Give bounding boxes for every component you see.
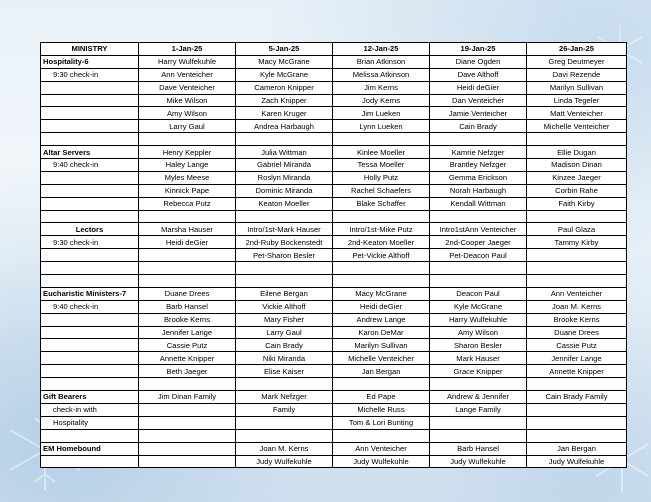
volunteer-cell: Harry Wulfekuhle	[430, 313, 527, 326]
schedule-sheet	[40, 42, 626, 468]
volunteer-cell	[139, 403, 236, 416]
volunteer-cell: Michelle Russ	[333, 403, 430, 416]
volunteer-cell: Davi Rezende	[527, 68, 627, 81]
volunteer-cell: Paul Glaza	[527, 223, 627, 236]
volunteer-cell: Heidi deGier	[139, 236, 236, 249]
ministry-cell	[41, 365, 139, 378]
volunteer-cell: Andrew & Jennifer	[430, 391, 527, 404]
volunteer-cell	[139, 133, 236, 146]
volunteer-cell	[236, 429, 333, 442]
ministry-cell	[41, 275, 139, 288]
volunteer-cell: Lynn Lueken	[333, 120, 430, 133]
volunteer-cell: Heidi deGier	[333, 300, 430, 313]
volunteer-cell	[333, 275, 430, 288]
volunteer-cell: Jim Dinan Family	[139, 391, 236, 404]
volunteer-cell: Duane Drees	[527, 326, 627, 339]
volunteer-cell: Macy McGrane	[333, 287, 430, 300]
ministry-cell: check-in with	[41, 403, 139, 416]
volunteer-cell: Annette Knipper	[527, 365, 627, 378]
volunteer-cell: Judy Wulfekuhle	[527, 455, 627, 468]
volunteer-cell: Andrew Lange	[333, 313, 430, 326]
volunteer-cell: Cassie Putz	[139, 339, 236, 352]
volunteer-cell: Joan M. Kerns	[527, 300, 627, 313]
volunteer-cell	[333, 429, 430, 442]
table-row	[41, 94, 627, 107]
table-row	[41, 68, 627, 81]
volunteer-cell: Dave Venteicher	[139, 81, 236, 94]
table-row	[41, 236, 627, 249]
volunteer-cell: Kinlee Moeller	[333, 146, 430, 159]
volunteer-cell: Cain Brady Family	[527, 391, 627, 404]
volunteer-cell: Brantley Nefzger	[430, 159, 527, 172]
volunteer-cell: Mike Wilson	[139, 94, 236, 107]
volunteer-cell: Jamie Venteicher	[430, 107, 527, 120]
volunteer-cell: Tom & Lori Bunting	[333, 416, 430, 429]
ministry-cell	[41, 262, 139, 275]
ministry-cell	[41, 171, 139, 184]
table-row	[41, 262, 627, 275]
column-header: 1-Jan-25	[139, 43, 236, 56]
volunteer-cell: Harry Wulfekuhle	[139, 55, 236, 68]
volunteer-cell: Deacon Paul	[430, 287, 527, 300]
column-header: 19-Jan-25	[430, 43, 527, 56]
volunteer-cell: 2nd-Keaton Moeller	[333, 236, 430, 249]
table-row	[41, 171, 627, 184]
table-row	[41, 275, 627, 288]
volunteer-cell: Jim Lueken	[333, 107, 430, 120]
ministry-cell: Eucharistic Ministers-7	[41, 287, 139, 300]
volunteer-cell	[236, 133, 333, 146]
volunteer-cell: Grace Knipper	[430, 365, 527, 378]
volunteer-cell: 2nd-Cooper Jaeger	[430, 236, 527, 249]
volunteer-cell: Elise Kaiser	[236, 365, 333, 378]
volunteer-cell: Cain Brady	[430, 120, 527, 133]
volunteer-cell: Brooke Kerns	[527, 313, 627, 326]
ministry-schedule-table	[40, 42, 627, 468]
volunteer-cell: Mark Hauser	[430, 352, 527, 365]
table-row	[41, 184, 627, 197]
volunteer-cell: Haley Lange	[139, 159, 236, 172]
volunteer-cell	[527, 262, 627, 275]
volunteer-cell: Duane Drees	[139, 287, 236, 300]
header-row	[41, 43, 627, 56]
volunteer-cell	[527, 275, 627, 288]
schedule-body	[41, 55, 627, 468]
volunteer-cell: Ann Venteicher	[527, 287, 627, 300]
table-row	[41, 223, 627, 236]
volunteer-cell: Marsha Hauser	[139, 223, 236, 236]
table-row	[41, 81, 627, 94]
volunteer-cell: Kendall Wittman	[430, 197, 527, 210]
table-row	[41, 352, 627, 365]
ministry-cell: Gift Bearers	[41, 391, 139, 404]
ministry-cell	[41, 81, 139, 94]
ministry-cell	[41, 313, 139, 326]
table-row	[41, 55, 627, 68]
volunteer-cell: Pet-Deacon Paul	[430, 249, 527, 262]
volunteer-cell	[139, 378, 236, 391]
volunteer-cell: Amy Wilson	[430, 326, 527, 339]
volunteer-cell: Keaton Moeller	[236, 197, 333, 210]
table-row	[41, 159, 627, 172]
volunteer-cell	[527, 416, 627, 429]
volunteer-cell: Kyle McGrane	[430, 300, 527, 313]
ministry-cell: 9:30 check-in	[41, 236, 139, 249]
volunteer-cell	[333, 133, 430, 146]
ministry-cell	[41, 249, 139, 262]
volunteer-cell	[139, 249, 236, 262]
volunteer-cell: Tessa Moeller	[333, 159, 430, 172]
table-row	[41, 249, 627, 262]
table-row	[41, 146, 627, 159]
volunteer-cell: Jennifer Lange	[139, 326, 236, 339]
volunteer-cell: Diane Ogden	[430, 55, 527, 68]
volunteer-cell: Judy Wulfekuhle	[236, 455, 333, 468]
volunteer-cell: Karen Kruger	[236, 107, 333, 120]
table-row	[41, 210, 627, 223]
volunteer-cell	[430, 262, 527, 275]
ministry-cell: Lectors	[41, 223, 139, 236]
volunteer-cell	[527, 210, 627, 223]
ministry-cell	[41, 133, 139, 146]
volunteer-cell: Mary Fisher	[236, 313, 333, 326]
volunteer-cell: Kyle McGrane	[236, 68, 333, 81]
volunteer-cell: Karon DeMar	[333, 326, 430, 339]
volunteer-cell: Faith Kirby	[527, 197, 627, 210]
volunteer-cell: Myles Meese	[139, 171, 236, 184]
volunteer-cell	[139, 416, 236, 429]
volunteer-cell: Amy Wilson	[139, 107, 236, 120]
volunteer-cell: Matt Venteicher	[527, 107, 627, 120]
volunteer-cell: Pet-Sharon Besler	[236, 249, 333, 262]
ministry-cell: 9:40 check-in	[41, 300, 139, 313]
volunteer-cell: Beth Jaeger	[139, 365, 236, 378]
volunteer-cell: Tammy Kirby	[527, 236, 627, 249]
ministry-cell	[41, 429, 139, 442]
volunteer-cell: Macy McGrane	[236, 55, 333, 68]
volunteer-cell: 2nd-Ruby Bockenstedt	[236, 236, 333, 249]
volunteer-cell: Brooke Kerns	[139, 313, 236, 326]
table-row	[41, 429, 627, 442]
volunteer-cell: Joan M. Kerns	[236, 442, 333, 455]
volunteer-cell: Intro/1st-Mike Putz	[333, 223, 430, 236]
volunteer-cell: Ann Venteicher	[139, 68, 236, 81]
volunteer-cell: Family	[236, 403, 333, 416]
volunteer-cell: Niki Miranda	[236, 352, 333, 365]
table-row	[41, 391, 627, 404]
volunteer-cell	[333, 262, 430, 275]
volunteer-cell	[139, 442, 236, 455]
volunteer-cell: Norah Harbaugh	[430, 184, 527, 197]
ministry-cell	[41, 107, 139, 120]
volunteer-cell: Intro/1st-Mark Hauser	[236, 223, 333, 236]
volunteer-cell: Larry Gaul	[236, 326, 333, 339]
volunteer-cell	[430, 275, 527, 288]
table-row	[41, 197, 627, 210]
volunteer-cell: Jan Bergan	[527, 442, 627, 455]
table-row	[41, 365, 627, 378]
volunteer-cell	[430, 210, 527, 223]
volunteer-cell: Pet-Vickie Althoff	[333, 249, 430, 262]
volunteer-cell	[236, 210, 333, 223]
ministry-cell: Hospitality	[41, 416, 139, 429]
volunteer-cell: Cain Brady	[236, 339, 333, 352]
volunteer-cell: Barb Hansel	[430, 442, 527, 455]
volunteer-cell: Judy Wulfekuhle	[333, 455, 430, 468]
table-row	[41, 403, 627, 416]
volunteer-cell	[139, 275, 236, 288]
volunteer-cell: Intro1stAnn Venteicher	[430, 223, 527, 236]
volunteer-cell: Rebecca Putz	[139, 197, 236, 210]
volunteer-cell: Henry Keppler	[139, 146, 236, 159]
volunteer-cell: Jody Kerns	[333, 94, 430, 107]
volunteer-cell: Lange Family	[430, 403, 527, 416]
volunteer-cell	[430, 378, 527, 391]
volunteer-cell	[527, 249, 627, 262]
volunteer-cell: Kinzee Jaeger	[527, 171, 627, 184]
volunteer-cell	[139, 429, 236, 442]
volunteer-cell	[430, 429, 527, 442]
ministry-cell	[41, 339, 139, 352]
ministry-cell	[41, 455, 139, 468]
volunteer-cell: Dave Althoff	[430, 68, 527, 81]
column-header: 26-Jan-25	[527, 43, 627, 56]
table-row	[41, 416, 627, 429]
table-row	[41, 300, 627, 313]
ministry-cell	[41, 94, 139, 107]
volunteer-cell: Dan Venteicher	[430, 94, 527, 107]
volunteer-cell	[139, 262, 236, 275]
volunteer-cell: Judy Wulfekuhle	[430, 455, 527, 468]
ministry-cell	[41, 197, 139, 210]
table-row	[41, 326, 627, 339]
volunteer-cell: Dominic Miranda	[236, 184, 333, 197]
volunteer-cell: Sharon Besler	[430, 339, 527, 352]
volunteer-cell	[527, 429, 627, 442]
volunteer-cell: Greg Deutmeyer	[527, 55, 627, 68]
volunteer-cell: Andrea Harbaugh	[236, 120, 333, 133]
ministry-cell: 9:30 check-in	[41, 68, 139, 81]
table-row	[41, 287, 627, 300]
ministry-cell: EM Homebound	[41, 442, 139, 455]
volunteer-cell	[333, 378, 430, 391]
volunteer-cell: Jan Bergan	[333, 365, 430, 378]
volunteer-cell: Marilyn Sullivan	[333, 339, 430, 352]
volunteer-cell: Madison Dinan	[527, 159, 627, 172]
volunteer-cell: Michelle Venteicher	[333, 352, 430, 365]
table-row	[41, 133, 627, 146]
table-row	[41, 107, 627, 120]
volunteer-cell: Kinnick Pape	[139, 184, 236, 197]
volunteer-cell	[139, 210, 236, 223]
ministry-cell	[41, 184, 139, 197]
ministry-cell: Altar Servers	[41, 146, 139, 159]
table-row	[41, 378, 627, 391]
ministry-cell	[41, 120, 139, 133]
volunteer-cell: Kamrie Nefzger	[430, 146, 527, 159]
volunteer-cell: Melissa Atkinson	[333, 68, 430, 81]
volunteer-cell: Holly Putz	[333, 171, 430, 184]
table-row	[41, 339, 627, 352]
volunteer-cell: Blake Schaffer	[333, 197, 430, 210]
volunteer-cell: Heidi deGier	[430, 81, 527, 94]
volunteer-cell: Rachel Schaefers	[333, 184, 430, 197]
volunteer-cell: Larry Gaul	[139, 120, 236, 133]
ministry-cell: Hospitality-6	[41, 55, 139, 68]
volunteer-cell: Jennifer Lange	[527, 352, 627, 365]
volunteer-cell	[430, 416, 527, 429]
volunteer-cell	[236, 378, 333, 391]
column-header: 12-Jan-25	[333, 43, 430, 56]
volunteer-cell	[236, 275, 333, 288]
volunteer-cell: Brian Atkinson	[333, 55, 430, 68]
table-row	[41, 313, 627, 326]
volunteer-cell: Marilyn Sullivan	[527, 81, 627, 94]
ministry-cell	[41, 326, 139, 339]
table-row	[41, 442, 627, 455]
table-row	[41, 455, 627, 468]
volunteer-cell	[236, 416, 333, 429]
volunteer-cell	[139, 455, 236, 468]
volunteer-cell: Ed Pape	[333, 391, 430, 404]
ministry-cell	[41, 210, 139, 223]
ministry-cell	[41, 352, 139, 365]
volunteer-cell	[527, 378, 627, 391]
volunteer-cell	[430, 133, 527, 146]
volunteer-cell: Barb Hansel	[139, 300, 236, 313]
ministry-cell: 9:40 check-in	[41, 159, 139, 172]
volunteer-cell: Eilene Bergan	[236, 287, 333, 300]
volunteer-cell: Jim Kerns	[333, 81, 430, 94]
column-header: MINISTRY	[41, 43, 139, 56]
volunteer-cell	[527, 133, 627, 146]
volunteer-cell: Ellie Dugan	[527, 146, 627, 159]
table-row	[41, 120, 627, 133]
volunteer-cell: Vickie Althoff	[236, 300, 333, 313]
volunteer-cell: Zach Knipper	[236, 94, 333, 107]
volunteer-cell: Roslyn Miranda	[236, 171, 333, 184]
volunteer-cell	[236, 262, 333, 275]
volunteer-cell: Linda Tegeler	[527, 94, 627, 107]
volunteer-cell: Corbin Rahe	[527, 184, 627, 197]
ministry-cell	[41, 378, 139, 391]
volunteer-cell: Annette Knipper	[139, 352, 236, 365]
volunteer-cell: Cameron Knipper	[236, 81, 333, 94]
volunteer-cell: Cassie Putz	[527, 339, 627, 352]
volunteer-cell	[527, 403, 627, 416]
volunteer-cell	[333, 210, 430, 223]
volunteer-cell: Mark Nefzger	[236, 391, 333, 404]
volunteer-cell: Gabriel Miranda	[236, 159, 333, 172]
volunteer-cell: Ann Venteicher	[333, 442, 430, 455]
volunteer-cell: Michelle Venteicher	[527, 120, 627, 133]
volunteer-cell: Gemma Erickson	[430, 171, 527, 184]
column-header: 5-Jan-25	[236, 43, 333, 56]
volunteer-cell: Julia Wittman	[236, 146, 333, 159]
